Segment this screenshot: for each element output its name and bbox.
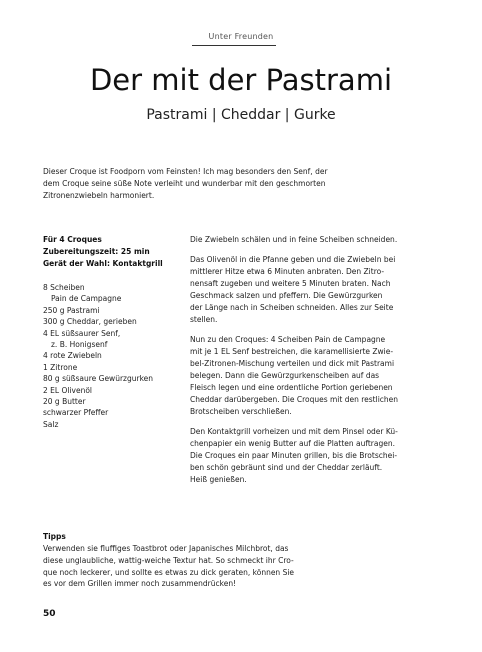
ingredient-item: 8 Scheiben: [43, 283, 85, 292]
step-line: Den Kontaktgrill vorheizen und mit dem Pinsel oder Kü-: [190, 427, 398, 436]
page-subtitle: Pastrami | Cheddar | Gurke: [146, 107, 336, 123]
step-line: Brotscheiben verschließen.: [190, 407, 292, 416]
ingredient-item: 4 rote Zwiebeln: [43, 351, 102, 361]
ingredient-item: 1 Zitrone: [43, 362, 78, 372]
step-line: Heiß genießen.: [190, 475, 247, 484]
prep-time-label: Zubereitungszeit: 25 min: [43, 247, 150, 256]
tips-line: Verwenden sie fluffiges Toastbrot oder Japanisches Milchbrot, das: [43, 544, 289, 553]
ingredient-item: schwarzer Pfeffer: [43, 408, 109, 418]
step-line: belegen. Dann die Gewürzgurkenscheiben auf das: [190, 371, 380, 380]
step-line: mit je 1 EL Senf bestreichen, die karamellisierte Zwie-: [190, 347, 394, 356]
tips-line: diese unglaubliche, wattig-weiche Textur hat. So schmeckt ihr Cro-: [43, 555, 294, 565]
step-line: bel-Zitronen-Mischung verteilen und dick mit Pastrami: [190, 359, 395, 368]
tips-heading: Tipps: [43, 532, 66, 541]
step-line: stellen.: [190, 315, 218, 324]
device-label: Gerät der Wahl: Kontaktgrill: [43, 259, 163, 268]
ingredient-item: 250 g Pastrami: [43, 305, 100, 315]
ingredient-item: z. B. Honigsenf: [51, 340, 108, 350]
ingredient-item: 20 g Butter: [43, 397, 86, 407]
tips-line: es vor dem Grillen immer noch zusammendrücken!: [43, 579, 237, 589]
step-paragraph: [190, 254, 434, 326]
step-line: Die Croques ein paar Minuten grillen, bis die Brotschei-: [190, 451, 398, 460]
step-line: der Länge nach in Scheiben schneiden. Alles zur Seite: [190, 303, 394, 312]
preparation-steps: [190, 234, 434, 494]
ingredient-item: Pain de Campagne: [51, 294, 122, 304]
step-paragraph: [190, 426, 434, 486]
tips-body: [43, 543, 343, 590]
tips-line: que noch leckerer, und sollte es etwas zu dick geraten, können Sie: [43, 567, 295, 577]
step-line: ben schön gebräunt sind und der Cheddar zerläuft.: [190, 463, 383, 472]
ingredient-item: Salz: [43, 419, 59, 429]
ingredient-list: [43, 282, 183, 430]
ingredient-item: 2 EL Olivenöl: [43, 385, 93, 395]
step-paragraph: [190, 334, 434, 418]
step-paragraph: [190, 234, 434, 246]
step-line: Das Olivenöl in die Pfanne geben und die Zwiebeln bei: [190, 255, 396, 264]
section-divider: [192, 45, 276, 46]
step-line: Die Zwiebeln schälen und in feine Scheiben schneiden.: [190, 235, 398, 244]
step-line: Nun zu den Croques: 4 Scheiben Pain de Campagne: [190, 335, 386, 344]
page-number: 50: [43, 609, 56, 619]
ingredient-item: 80 g süßsaure Gewürzgurken: [43, 374, 154, 384]
step-line: chenpapier ein wenig Butter auf die Platten auftragen.: [190, 439, 395, 448]
step-line: mittlerer Hitze etwa 6 Minuten anbraten. Den Zitro-: [190, 267, 385, 276]
step-line: Cheddar darübergeben. Die Croques mit den restlichen: [190, 395, 399, 404]
step-line: Fleisch legen und eine ordentliche Portion geriebenen: [190, 383, 393, 392]
servings-label: Für 4 Croques: [43, 235, 102, 244]
section-label: Unter Freunden: [208, 32, 274, 41]
ingredient-item: 4 EL süßsaurer Senf,: [43, 328, 121, 338]
step-line: Geschmack salzen und pfeffern. Die Gewürzgurken: [190, 291, 383, 300]
ingredient-item: 300 g Cheddar, gerieben: [43, 317, 137, 327]
page-title: Der mit der Pastrami: [89, 63, 393, 97]
intro-paragraph: Dieser Croque ist Foodporn vom Feinsten! Ich mag besonders den Senf, der dem Croque seine süße Note verleiht und wunderbar mit den geschmorten Zitronenzwiebeln harmoniert.: [43, 167, 328, 200]
step-line: nensaft zugeben und weitere 5 Minuten braten. Nach: [190, 279, 391, 288]
recipe-meta: [43, 234, 183, 270]
